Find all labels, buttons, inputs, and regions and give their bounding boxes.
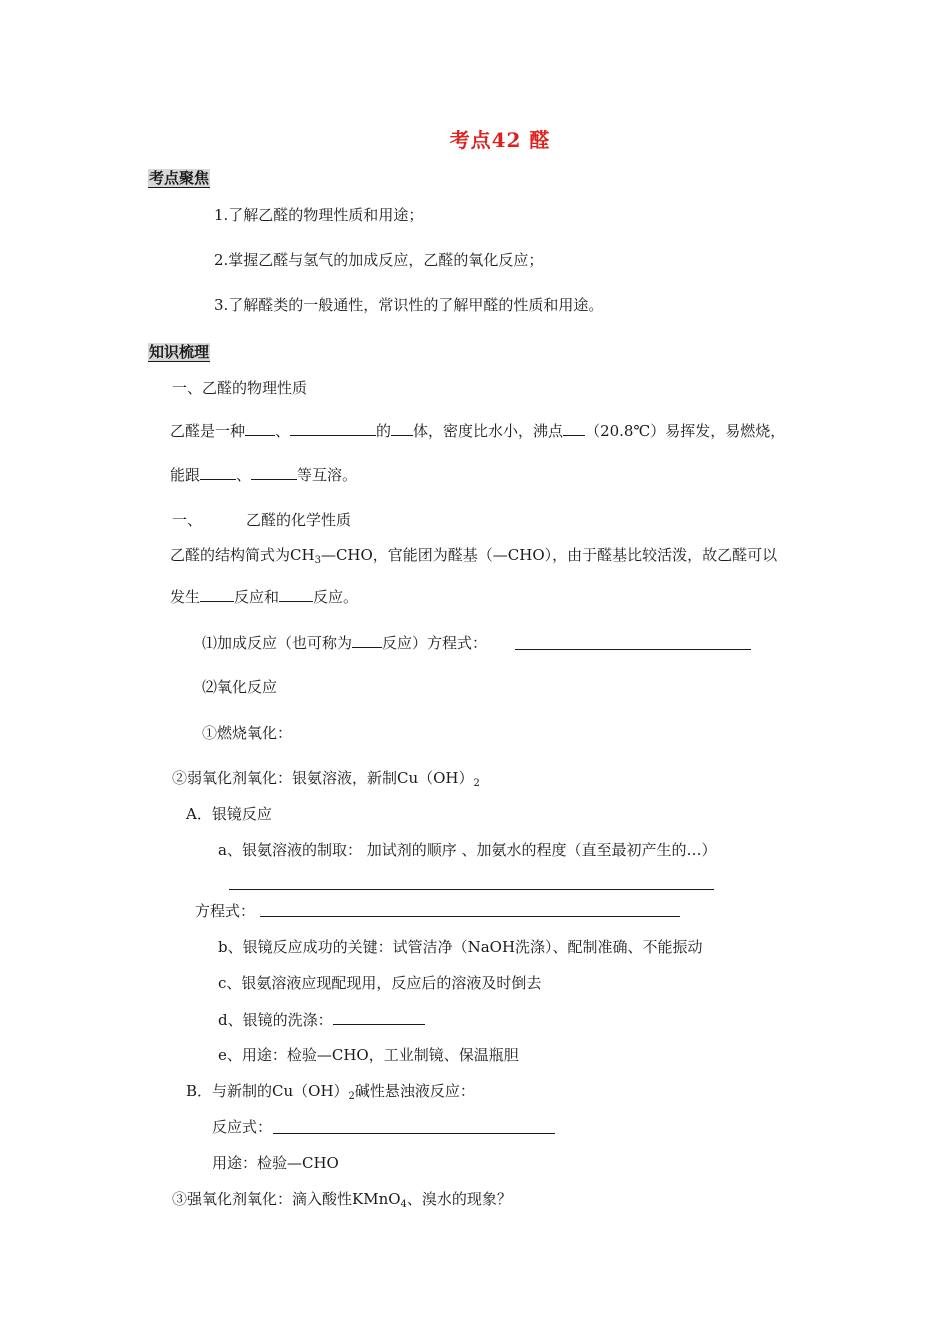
strong-oxidation: ③强氧化剂氧化：滴入酸性KMnO$_4$、溴水的现象？	[172, 1190, 512, 1210]
silver-mirror-c: c、银氨溶液应现配现用，反应后的溶液及时倒去	[218, 974, 542, 992]
focus-item-2: 2.掌握乙醛与氢气的加成反应，乙醛的氧化反应；	[214, 251, 544, 269]
blank[interactable]	[563, 420, 585, 436]
combustion-oxidation: ①燃烧氧化：	[202, 724, 293, 742]
cuoh-reaction-label: 反应式：	[212, 1118, 273, 1136]
silver-mirror-b: b、银镜反应成功的关键：试管洁净（NaOH洗涤）、配制准确、不能振动	[218, 938, 703, 956]
section-heading-knowledge: 知识梳理	[149, 343, 210, 361]
blank[interactable]	[200, 586, 234, 602]
section-heading-focus: 考点聚焦	[149, 169, 210, 187]
chemical-heading: 一、 乙醛的化学性质	[172, 511, 352, 529]
blank[interactable]	[391, 420, 413, 436]
chemical-intro-2: 发生 反应和 反应。	[170, 588, 359, 606]
answer-line[interactable]	[260, 916, 680, 917]
weak-oxidation: ②弱氧化剂氧化：银氨溶液，新制$Cu(OH)_2$	[172, 769, 480, 789]
page-title: 考点42 醛	[449, 128, 551, 152]
cuoh-heading: B．与新制的$Cu(OH)_2$碱性悬浊液反应：	[186, 1082, 475, 1102]
blank[interactable]	[251, 464, 297, 480]
blank[interactable]	[200, 464, 236, 480]
silver-mirror-heading: A．银镜反应	[186, 805, 272, 823]
blank[interactable]	[352, 632, 382, 648]
silver-mirror-d: d、银镜的洗涤：	[218, 1009, 425, 1030]
chemical-intro-1: 乙醛的结构简式为$CH_3—CHO$，官能团为醛基（—CHO），由于醛基比较活泼，故乙醛可以	[170, 546, 778, 566]
physical-line-2: 能跟 、 等互溶。	[170, 466, 358, 484]
physical-line-1: 乙醛是一种 、 的 体，密度比水小，沸点 （20.8℃）易挥发，易燃烧，	[170, 422, 786, 440]
addition-reaction: ⑴加成反应（也可称为 反应）方程式：	[202, 634, 488, 652]
silver-mirror-a: a、银氨溶液的制取： 加试剂的顺序 、加氨水的程度（直至最初产生的…）	[218, 841, 717, 859]
focus-item-3: 3.了解醛类的一般通性，常识性的了解甲醛的性质和用途。	[214, 296, 604, 314]
blank[interactable]	[279, 586, 313, 602]
focus-item-1: 1.了解乙醛的物理性质和用途；	[214, 206, 424, 224]
silver-mirror-e: e、用途：检验—CHO，工业制镜、保温瓶胆	[218, 1046, 519, 1064]
silver-mirror-equation-label: 方程式：	[195, 902, 256, 920]
answer-line[interactable]	[515, 649, 751, 650]
answer-line[interactable]	[229, 889, 714, 890]
blank[interactable]	[245, 420, 275, 436]
blank[interactable]	[290, 420, 376, 436]
physical-heading: 一、乙醛的物理性质	[172, 379, 308, 397]
blank[interactable]	[333, 1009, 425, 1025]
cuoh-use: 用途：检验—CHO	[212, 1154, 339, 1172]
answer-line[interactable]	[273, 1133, 555, 1134]
oxidation-heading: ⑵氧化反应	[202, 678, 278, 696]
